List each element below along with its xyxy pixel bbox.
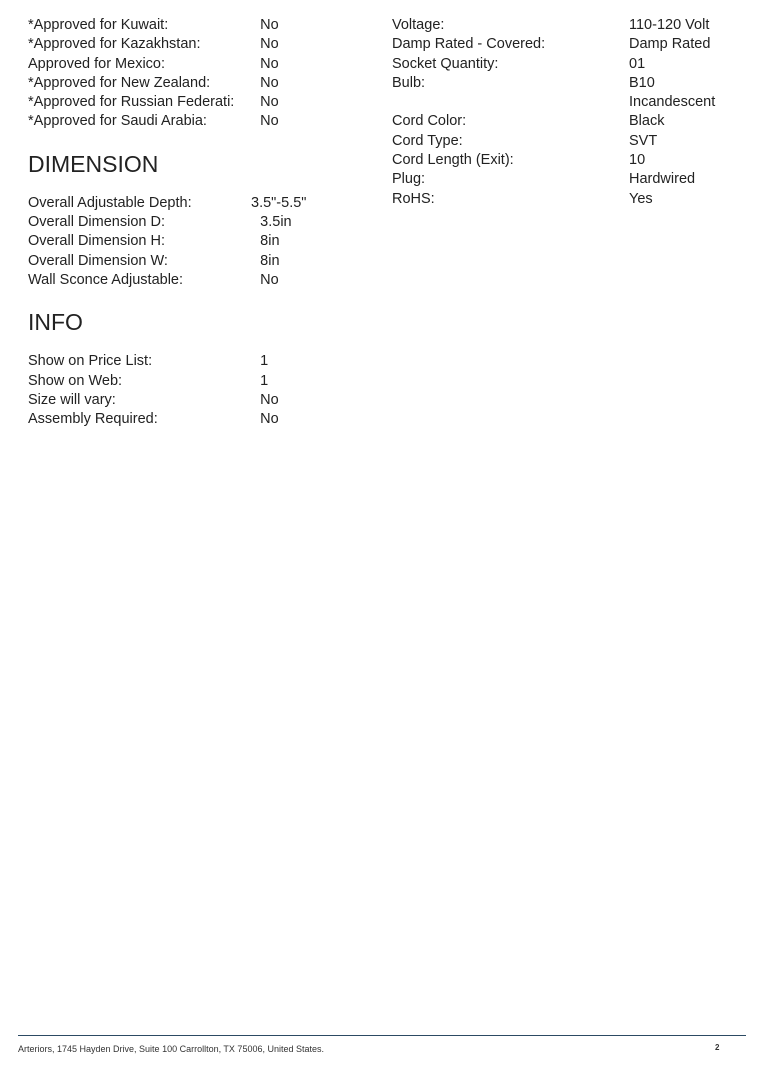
dimension-heading: DIMENSION [28,150,159,177]
spec-value: 3.5in [260,214,292,231]
spec-row [28,372,358,391]
footer-divider [18,1035,746,1036]
spec-value: 1 [260,372,269,389]
spec-label: Wall Sconce Adjustable: [28,271,184,288]
spec-label: Approved for Mexico: [28,55,166,72]
spec-row [392,151,742,170]
spec-label: Bulb: [392,74,426,91]
spec-row [28,112,358,131]
spec-value: Damp Rated [629,36,711,53]
spec-row [28,93,358,112]
spec-value: No [260,411,279,428]
spec-label: Voltage: [392,17,445,33]
spec-row [392,190,742,209]
spec-value: B10 Incandescent [629,74,716,111]
spec-label: Overall Dimension W: [28,252,168,269]
spec-row [28,213,358,232]
spec-row [28,410,358,429]
approvals-list [28,16,358,132]
spec-label: Show on Web: [28,372,123,389]
spec-row [28,74,358,93]
info-list [28,352,358,429]
spec-label: *Approved for Kazakhstan: [28,36,201,53]
spec-value: 8in [260,252,280,269]
spec-row [28,194,358,213]
spec-value: 1 [260,353,269,370]
spec-row [28,252,358,271]
footer-address: Arteriors, 1745 Hayden Drive, Suite 100 Carrollton, TX 75006, United States. [18,1044,324,1054]
spec-row [28,16,358,35]
info-heading: INFO [28,309,83,336]
spec-value: No [260,74,279,91]
right-column [392,16,742,209]
spec-label: RoHS: [392,190,435,207]
spec-label: *Approved for Saudi Arabia: [28,113,207,130]
spec-row [28,35,358,54]
spec-value: 10 [629,152,646,169]
spec-row [28,232,358,251]
spec-row [392,35,742,54]
spec-row [392,16,742,35]
spec-value: No [260,271,279,288]
spec-value: 01 [629,55,646,72]
spec-row [392,112,742,131]
spec-label: *Approved for New Zealand: [28,74,211,91]
spec-value: No [260,36,279,53]
spec-value: No [260,55,279,72]
spec-label: Damp Rated - Covered: [392,36,546,53]
spec-row [28,352,358,371]
spec-row [28,55,358,74]
spec-value: No [260,94,279,111]
spec-label: Plug: [392,171,426,188]
spec-value: 110-120 Volt [629,17,710,33]
spec-row [28,391,358,410]
spec-value: No [260,17,279,33]
spec-value: SVT [629,132,658,149]
spec-label: Overall Adjustable Depth: [28,194,192,211]
spec-label: Size will vary: [28,391,116,408]
spec-value: Hardwired [629,171,696,188]
spec-row [392,170,742,189]
page-number: 2 [715,1043,720,1052]
spec-label: Show on Price List: [28,353,153,370]
left-column [28,16,358,429]
spec-label: Cord Length (Exit): [392,152,514,169]
spec-value: 8in [260,233,280,250]
spec-row [392,132,742,151]
spec-value: 3.5"-5.5" [251,194,307,211]
spec-row [392,55,742,74]
spec-label: *Approved for Russian Federati: [28,94,235,111]
spec-row [28,271,358,290]
spec-label: Socket Quantity: [392,55,499,72]
spec-label: Assembly Required: [28,411,158,428]
spec-label: Cord Color: [392,113,467,130]
spec-value: Black [629,113,665,130]
spec-label: Overall Dimension D: [28,214,165,231]
spec-label: Overall Dimension H: [28,233,165,250]
spec-label: *Approved for Kuwait: [28,17,169,33]
spec-label: Cord Type: [392,132,463,149]
dimension-list [28,194,358,290]
spec-value: No [260,391,279,408]
spec-value: No [260,113,279,130]
spec-value: Yes [629,190,653,207]
spec-row [392,74,742,113]
